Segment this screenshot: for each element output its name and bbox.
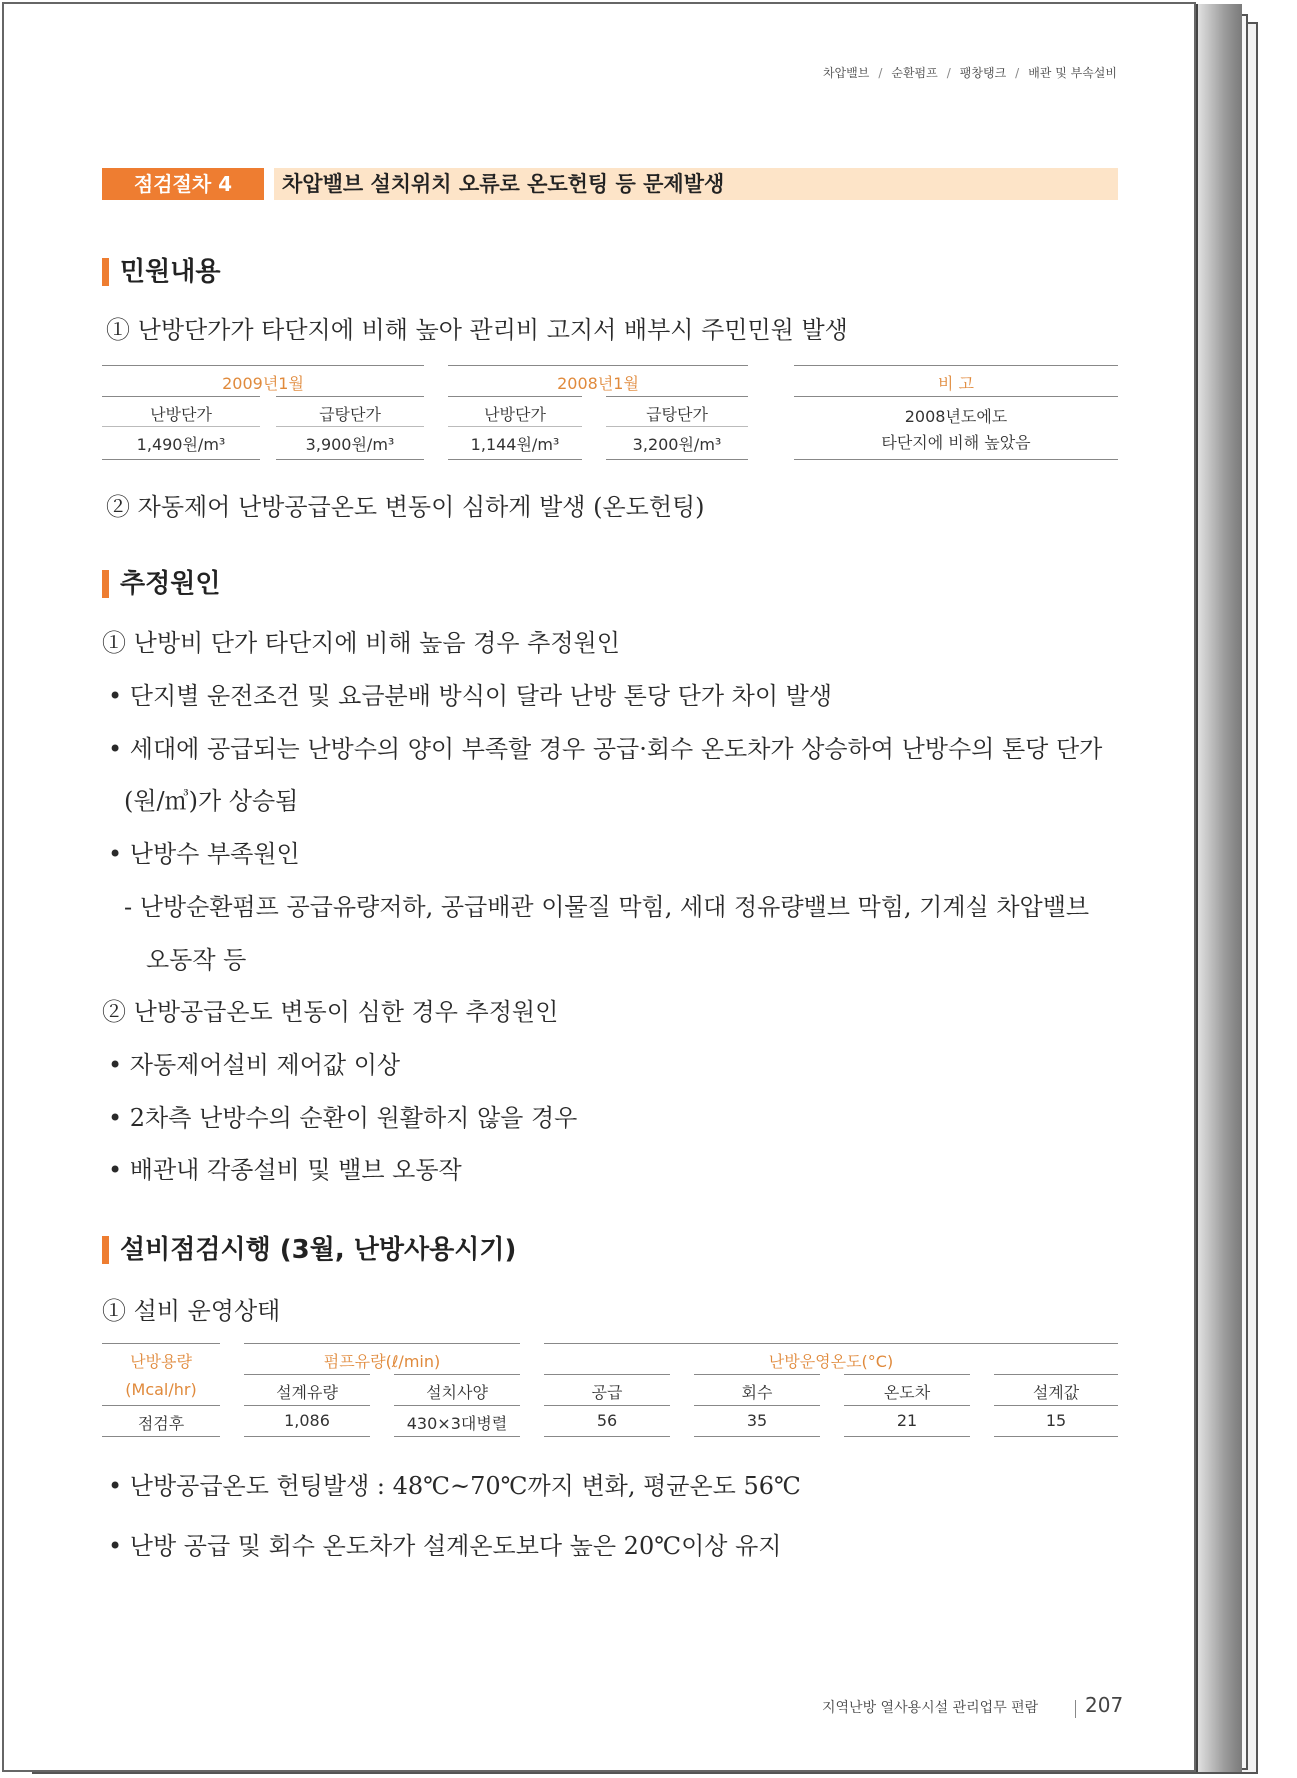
section-heading-complaint: 민원내용 (102, 256, 220, 288)
col-installation-spec: 설치사양 (426, 1383, 488, 1402)
breadcrumb-item: 팽창탱크 (959, 66, 1007, 80)
value-heat-2009: 1,490원/m³ (136, 435, 226, 454)
breadcrumb-item: 순환펌프 (891, 66, 938, 80)
section-heading-inspection: 설비점검시행 (3월, 난방사용시기) (102, 1234, 516, 1266)
value-heat-2008: 1,144원/m³ (470, 435, 560, 454)
cause-line: • 세대에 공급되는 난방수의 양이 부족할 경우 공급·회수 온도차가 상승하여 난방수의 톤당 단가 (108, 735, 1103, 763)
page-number: 207 (1085, 1693, 1124, 1717)
header-capacity: 난방용량 (130, 1352, 192, 1371)
cause-line: • 단지별 운전조건 및 요금분배 방식이 달라 난방 톤당 단가 차이 발생 (108, 682, 833, 710)
col-hot-2009: 급탕단가 (319, 405, 381, 424)
header-operating-temp: 난방운영온도(°C) (768, 1352, 894, 1371)
col-temp-diff: 온도차 (883, 1383, 931, 1402)
value-installation-spec: 430×3대병렬 (406, 1414, 508, 1433)
section-heading-cause: 추정원인 (102, 568, 220, 600)
note-line-2: 타단지에 비해 높았음 (881, 433, 1031, 452)
breadcrumb-item: 차압밸브 (822, 66, 870, 80)
header-capacity-unit: (Mcal/hr) (125, 1380, 197, 1399)
footer-divider (1075, 1700, 1076, 1718)
value-temp-diff: 21 (896, 1411, 918, 1430)
complaint-item-1: ① 난방단가가 타단지에 비해 높아 관리비 고지서 배부시 주민민원 발생 (106, 316, 848, 344)
header-note: 비 고 (938, 374, 974, 393)
book-spine-shadow (1196, 4, 1242, 1772)
cause-line: • 난방수 부족원인 (108, 840, 300, 868)
row-after-inspection: 점검후 (137, 1414, 185, 1433)
col-design-value: 설계값 (1032, 1383, 1080, 1402)
header-pump-flow: 펌프유량(ℓ/min) (323, 1352, 441, 1371)
col-supply: 공급 (591, 1383, 623, 1402)
value-supply: 56 (596, 1411, 618, 1430)
value-design-flow: 1,086 (284, 1411, 330, 1430)
inspection-bullet-2: • 난방 공급 및 회수 온도차가 설계온도보다 높은 20℃이상 유지 (108, 1532, 782, 1560)
cause-line: ② 난방공급온도 변동이 심한 경우 추정원인 (102, 998, 559, 1026)
col-design-flow: 설계유량 (276, 1383, 338, 1402)
inspection-bullet-1: • 난방공급온도 헌팅발생 : 48℃~70℃까지 변화, 평균온도 56℃ (108, 1472, 801, 1500)
breadcrumb-item: 배관 및 부속설비 (1028, 66, 1117, 80)
complaint-item-2: ② 자동제어 난방공급온도 변동이 심하게 발생 (온도헌팅) (106, 493, 705, 521)
value-hot-2009: 3,900원/m³ (305, 435, 395, 454)
note-line-1: 2008년도에도 (904, 407, 1008, 426)
value-return: 35 (746, 1411, 768, 1430)
footer-book-title: 지역난방 열사용시설 관리업무 편람 (822, 1700, 1039, 1716)
step-label: 점검절차 4 (102, 168, 264, 200)
cause-line: • 배관내 각종설비 및 밸브 오동작 (108, 1156, 462, 1184)
cause-line: - 난방순환펌프 공급유량저하, 공급배관 이물질 막힘, 세대 정유량밸브 막힘, 기계실 차압밸브 (124, 893, 1090, 921)
cause-line: • 2차측 난방수의 순환이 원활하지 않을 경우 (108, 1104, 578, 1132)
breadcrumb: 차압밸브 / 순환펌프 / 팽창탱크 / 배관 및 부속설비 (822, 66, 1117, 80)
inspection-item-1: ① 설비 운영상태 (102, 1297, 281, 1325)
header-2008: 2008년1월 (557, 374, 639, 393)
value-design: 15 (1045, 1411, 1067, 1430)
col-hot-2008: 급탕단가 (646, 405, 708, 424)
value-hot-2008: 3,200원/m³ (632, 435, 722, 454)
cause-line: • 자동제어설비 제어값 이상 (108, 1051, 401, 1079)
col-heat-2009: 난방단가 (150, 405, 212, 424)
cause-line: (원/㎥)가 상승됨 (124, 787, 299, 815)
cause-line: ① 난방비 단가 타단지에 비해 높음 경우 추정원인 (102, 629, 620, 657)
header-2009: 2009년1월 (222, 374, 304, 393)
cause-line: 오동작 등 (146, 946, 247, 974)
col-return: 회수 (741, 1383, 773, 1402)
step-title: 차압밸브 설치위치 오류로 온도헌팅 등 문제발생 (274, 168, 1118, 200)
col-heat-2008: 난방단가 (484, 405, 546, 424)
